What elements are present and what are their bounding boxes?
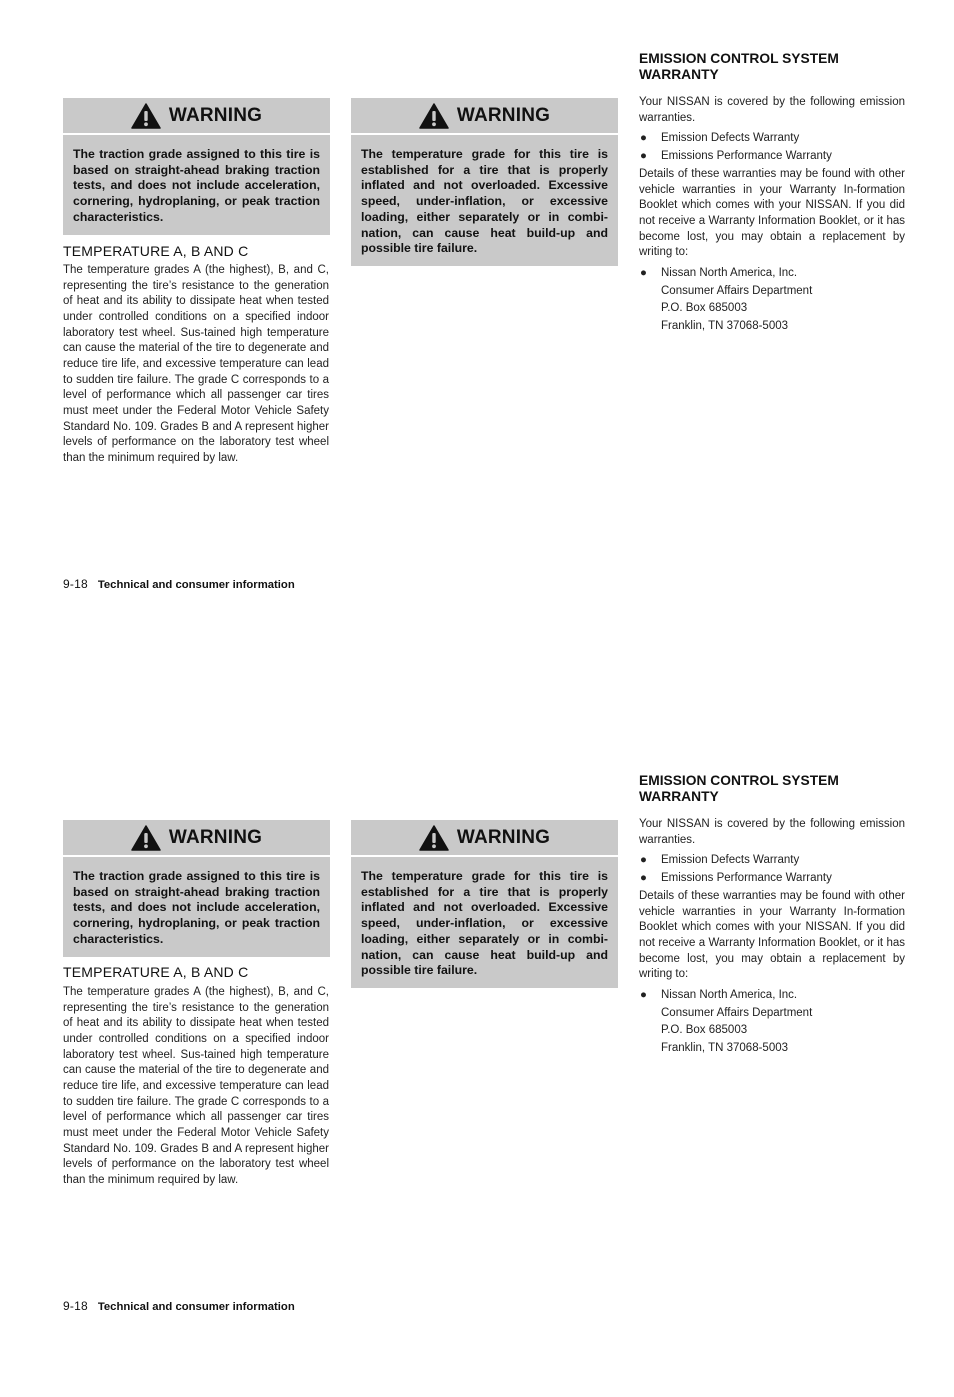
warning-header [63, 820, 330, 857]
list-item: ● Emission Defects Warranty [639, 131, 905, 147]
warning-box-temperature [351, 820, 618, 988]
warning-title: WARNING [456, 826, 551, 848]
bullet-icon: ● [640, 854, 647, 867]
page-number: 9-18 [63, 577, 88, 591]
emission-details: Details of these warranties may be found with other vehicle warranties in your Warranty In-formation Booklet which comes with your NISSAN. If you did not receive a Warranty Information Booklet, or it has become lost, you may obtain a replacement by writing to: [639, 167, 905, 259]
section-title: Technical and consumer information [97, 579, 295, 591]
address-line: Consumer Affairs Department [661, 284, 813, 297]
warning-text: The temperature grade for this tire is established for a tire that is properly inflated and not overloaded. Excessive speed, under-inflation, or excessive loading, either separately or in combi-nation, can cause heat build-up and possible tire failure. [351, 135, 618, 266]
list-item: ● Emission Defects Warranty [639, 853, 905, 869]
warning-header [351, 98, 618, 135]
page-top [0, 0, 954, 675]
list-item: ● Emissions Performance Warranty [639, 149, 905, 165]
temperature-heading: TEMPERATURE A, B AND C [63, 964, 249, 980]
address-line: P.O. Box 685003 [661, 1024, 748, 1037]
emission-intro: Your NISSAN is covered by the following emission warranties. [639, 96, 905, 124]
bullet-icon: ● [640, 989, 647, 1002]
warning-triangle-icon [131, 825, 161, 851]
warning-title: WARNING [168, 826, 263, 848]
warning-triangle-icon [419, 103, 449, 129]
warning-box-temperature [351, 98, 618, 266]
warning-text: The temperature grade for this tire is established for a tire that is properly inflated and not overloaded. Excessive speed, under-inflation, or excessive loading, either separately or in combi-nation, can cause heat build-up and possible tire failure. [351, 857, 618, 988]
emission-details: Details of these warranties may be found with other vehicle warranties in your Warranty In-formation Booklet which comes with your NISSAN. If you did not receive a Warranty Information Booklet, or it has become lost, you may obtain a replacement by writing to: [639, 889, 905, 981]
page-bottom [0, 722, 954, 1397]
temperature-body: The temperature grades A (the highest), B, and C, representing the tire’s resistance to the generation of heat and its ability to dissipate heat when tested under controlled conditions on a specified indoor laboratory test wheel. Sus-tained high temperature can cause the material of the tire to degenerate and reduce tire life, and excessive temperature can lead to sudden tire failure. The grade C corresponds to a level of performance which all passenger car tires must meet under the Federal Motor Vehicle Safety Standard No. 109. Grades B and A represent higher levels of performance on the laboratory test wheel than the minimum required by law. [63, 264, 329, 464]
address-line: Nissan North America, Inc. [661, 989, 798, 1002]
bullet-icon: ● [640, 267, 647, 280]
warning-text: The traction grade assigned to this tire is based on straight-ahead braking traction tests, and does not include acceleration, cornering, hydroplaning, or peak traction characteristics. [63, 857, 330, 957]
address-line: Nissan North America, Inc. [661, 267, 798, 280]
warning-text: The traction grade assigned to this tire is based on straight-ahead braking traction tests, and does not include acceleration, cornering, hydroplaning, or peak traction characteristics. [63, 135, 330, 235]
list-item: ● Emissions Performance Warranty [639, 871, 905, 887]
page-number: 9-18 [63, 1299, 88, 1313]
emission-section [639, 95, 905, 335]
emission-section [639, 817, 905, 1057]
bullet-icon: ● [640, 150, 647, 163]
list-item [639, 265, 905, 283]
warning-title: WARNING [456, 104, 551, 126]
address-line: Consumer Affairs Department [661, 1006, 813, 1019]
warning-box-traction [63, 98, 330, 235]
warning-box-traction [63, 820, 330, 957]
warning-header [63, 98, 330, 135]
emission-heading: EMISSION CONTROL SYSTEM WARRANTY [639, 51, 839, 82]
warning-header [351, 820, 618, 857]
warning-title: WARNING [168, 104, 263, 126]
emission-heading: EMISSION CONTROL SYSTEM WARRANTY [639, 773, 839, 804]
bullet-icon: ● [640, 872, 647, 885]
address-line: P.O. Box 685003 [661, 302, 748, 315]
address-line: Franklin, TN 37068-5003 [661, 1041, 788, 1054]
temperature-body: The temperature grades A (the highest), B, and C, representing the tire’s resistance to the generation of heat and its ability to dissipate heat when tested under controlled conditions on a specified indoor laboratory test wheel. Sus-tained high temperature can cause the material of the tire to degenerate and reduce tire life, and excessive temperature can lead to sudden tire failure. The grade C corresponds to a level of performance which all passenger car tires must meet under the Federal Motor Vehicle Safety Standard No. 109. Grades B and A represent higher levels of performance on the laboratory test wheel than the minimum required by law. [63, 986, 329, 1186]
section-title: Technical and consumer information [97, 1301, 295, 1313]
list-item [639, 987, 905, 1005]
warning-triangle-icon [131, 103, 161, 129]
page-footer [63, 577, 295, 591]
temperature-heading: TEMPERATURE A, B AND C [63, 243, 249, 259]
emission-intro: Your NISSAN is covered by the following emission warranties. [639, 818, 905, 846]
page-footer [63, 1299, 295, 1313]
address-line: Franklin, TN 37068-5003 [661, 319, 788, 332]
bullet-icon: ● [640, 132, 647, 145]
warning-triangle-icon [419, 825, 449, 851]
